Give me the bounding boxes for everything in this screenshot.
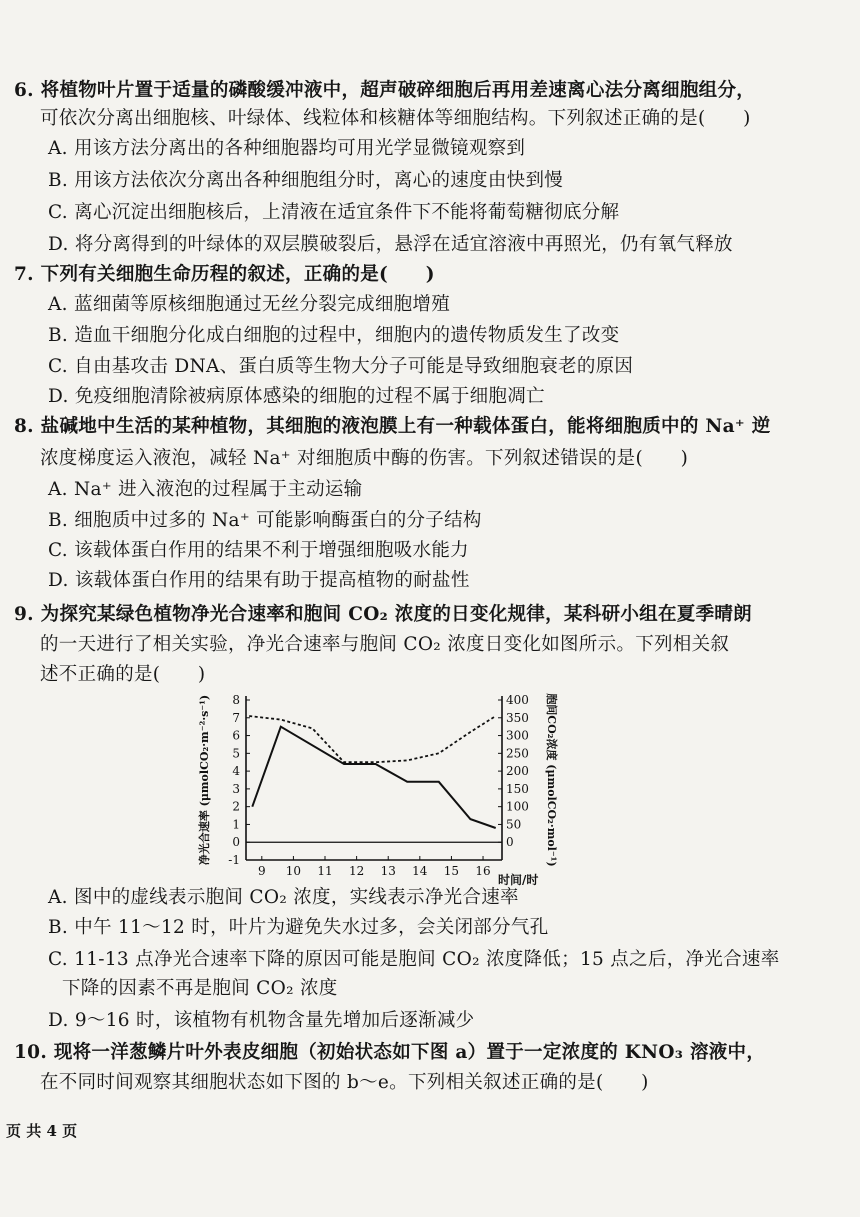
text-line-1: 6. 将植物叶片置于适量的磷酸缓冲液中，超声破碎细胞后再用差速离心法分离细胞组分， (14, 80, 756, 101)
text-line-3: A. 用该方法分离出的各种细胞器均可用光学显微镜观察到 (48, 138, 526, 159)
left-tick-label-2: 1 (232, 817, 240, 832)
x-tick-label-0: 9 (257, 864, 266, 878)
text-line-22: B. 中午 11～12 时，叶片为避免失水过多，会关闭部分气孔 (48, 917, 549, 938)
text-line-21: A. 图中的虚线表示胞间 CO₂ 浓度，实线表示净光合速率 (48, 887, 519, 908)
left-tick-label-0: -1 (228, 853, 240, 867)
left-tick-label-5: 4 (232, 764, 240, 779)
right-tick-label-8: 400 (506, 693, 529, 707)
left-tick-label-6: 5 (232, 746, 240, 761)
right-tick-label-0: 0 (506, 835, 514, 850)
text-line-13: 浓度梯度运入液泡，减轻 Na⁺ 对细胞质中酶的伤害。下列叙述错误的是( ) (40, 448, 689, 469)
text-line-25: D. 9～16 时，该植物有机物含量先增加后逐渐减少 (48, 1010, 475, 1031)
x-tick-label-2: 11 (317, 864, 333, 878)
x-tick-label-4: 13 (380, 864, 396, 878)
text-line-17: D. 该载体蛋白作用的结果有助于提高植物的耐盐性 (48, 570, 470, 591)
text-line-10: C. 自由基攻击 DNA、蛋白质等生物大分子可能是导致细胞衰老的原因 (48, 356, 634, 377)
x-tick-label-6: 15 (443, 864, 460, 878)
right-tick-label-3: 150 (506, 781, 529, 796)
right-tick-label-6: 300 (506, 728, 529, 743)
left-tick-label-9: 8 (232, 693, 240, 707)
right-tick-label-4: 200 (506, 764, 529, 779)
x-tick-label-7: 16 (475, 864, 491, 878)
x-axis-label: 时间/时 (498, 873, 539, 887)
photosynthesis-chart (186, 688, 566, 888)
right-tick-label-1: 50 (506, 817, 522, 832)
text-line-5: C. 离心沉淀出细胞核后，上清液在适宜条件下不能将葡萄糖彻底分解 (48, 202, 620, 223)
series-dashed-line (249, 716, 496, 762)
right-tick-label-2: 100 (506, 799, 529, 814)
text-line-24: 下降的因素不再是胞间 CO₂ 浓度 (62, 978, 338, 999)
left-tick-label-8: 7 (232, 710, 240, 725)
text-line-19: 的一天进行了相关实验，净光合速率与胞间 CO₂ 浓度日变化如图所示。下列相关叙 (40, 634, 730, 655)
text-line-14: A. Na⁺ 进入液泡的过程属于主动运输 (48, 479, 363, 500)
text-line-16: C. 该载体蛋白作用的结果不利于增强细胞吸水能力 (48, 540, 469, 561)
x-tick-label-3: 12 (348, 864, 365, 878)
text-line-4: B. 用该方法依次分离出各种细胞组分时，离心的速度由快到慢 (48, 170, 564, 191)
text-line-27: 在不同时间观察其细胞状态如下图的 b～e。下列相关叙述正确的是( ) (40, 1072, 649, 1093)
left-tick-label-4: 3 (232, 781, 240, 796)
text-line-8: A. 蓝细菌等原核细胞通过无丝分裂完成细胞增殖 (48, 294, 451, 315)
series-solid-line (252, 727, 495, 828)
right-tick-label-5: 250 (506, 746, 529, 761)
text-line-11: D. 免疫细胞清除被病原体感染的细胞的过程不属于细胞凋亡 (48, 386, 545, 407)
right-tick-label-7: 350 (506, 710, 529, 725)
text-line-6: D. 将分离得到的叶绿体的双层膜破裂后，悬浮在适宜溶液中再照光，仍有氧气释放 (48, 234, 733, 255)
page-footer: 页 共 4 页 (6, 1122, 78, 1140)
x-tick-label-1: 10 (285, 864, 302, 878)
text-line-9: B. 造血干细胞分化成白细胞的过程中，细胞内的遗传物质发生了改变 (48, 325, 620, 346)
text-line-18: 9. 为探究某绿色植物净光合速率和胞间 CO₂ 浓度的日变化规律，某科研小组在夏季晴朗 (14, 604, 752, 625)
x-tick-label-5: 14 (412, 864, 428, 878)
left-axis-label: 净光合速率 (μmolCO₂·m⁻²·s⁻¹) (198, 694, 211, 866)
left-tick-label-3: 2 (232, 799, 240, 814)
text-line-15: B. 细胞质中过多的 Na⁺ 可能影响酶蛋白的分子结构 (48, 510, 482, 531)
text-line-20: 述不正确的是( ) (40, 664, 206, 685)
left-tick-label-7: 6 (232, 728, 240, 743)
right-axis-label: 胞间CO₂浓度 (μmolCO₂·mol⁻¹) (545, 693, 558, 867)
text-line-7: 7. 下列有关细胞生命历程的叙述，正确的是( ) (14, 264, 435, 285)
text-line-12: 8. 盐碱地中生活的某种植物，其细胞的液泡膜上有一种载体蛋白，能将细胞质中的 Na⁺ 逆 (14, 416, 771, 437)
text-line-23: C. 11-13 点净光合速率下降的原因可能是胞间 CO₂ 浓度降低；15 点之后，净光合速率 (48, 949, 780, 970)
text-line-2: 可依次分离出细胞核、叶绿体、线粒体和核糖体等细胞结构。下列叙述正确的是( ) (40, 108, 751, 129)
text-line-26: 10. 现将一洋葱鳞片叶外表皮细胞（初始状态如下图 a）置于一定浓度的 KNO₃ 溶液中， (14, 1042, 766, 1063)
left-tick-label-1: 0 (232, 835, 240, 850)
